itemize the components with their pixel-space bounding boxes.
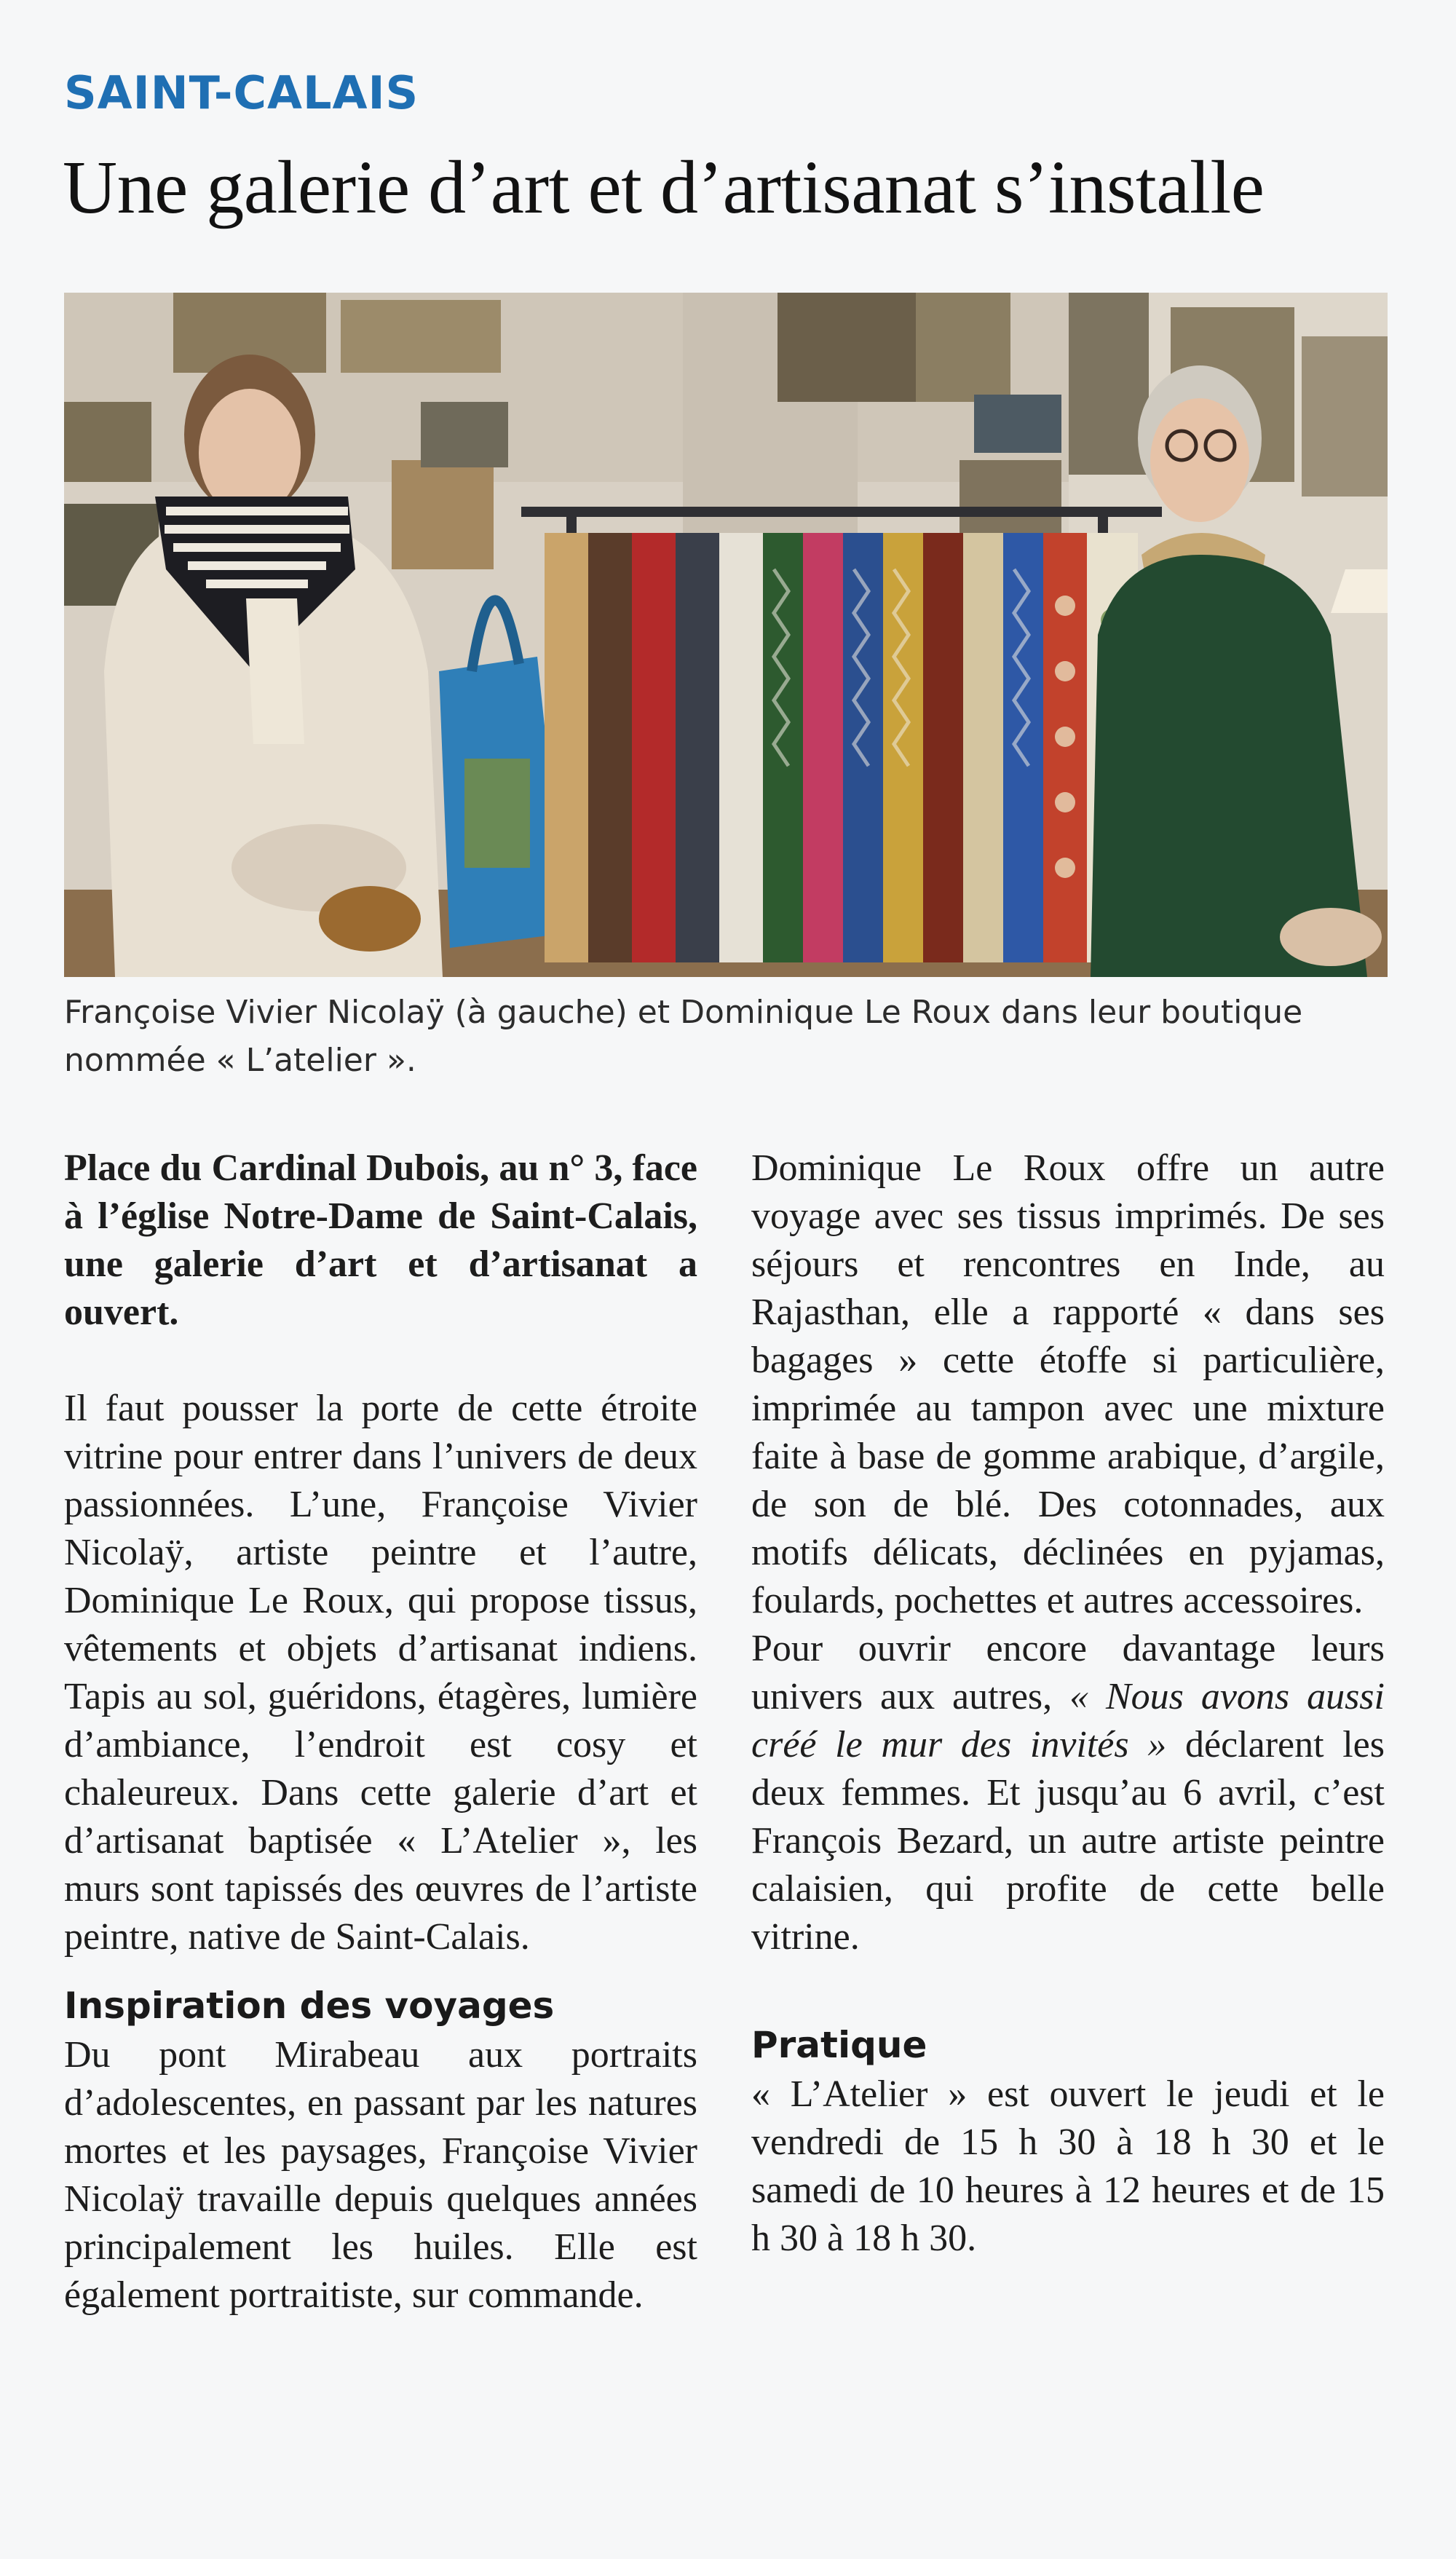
article-photo [64, 293, 1388, 977]
article-column-left [64, 1144, 697, 2319]
article-paragraph: Dominique Le Roux offre un autre voyage avec ses tissus imprimés. De ses séjours et rencontres en Inde, au Rajasthan, elle a rapporté « dans ses bagages » cette étoffe si particulière, imprimée au tampon avec une mixture faite à base de gomme arabique, d’argile, de son de blé. Des cotonnades, aux motifs délicats, déclinées en pyjamas, foulards, pochettes et autres accessoires. [751, 1147, 1385, 1621]
subhead-inspiration: Inspiration des voyages [64, 1985, 555, 2027]
article-paragraph-quote [751, 1625, 1385, 1961]
photo-caption: Françoise Vivier Nicolaÿ (à gauche) et Dominique Le Roux dans leur boutique nommée « L’atelier ». [64, 994, 1303, 1079]
article-lede: Place du Cardinal Dubois, au n° 3, face à l’église Notre-Dame de Saint-Calais, une galerie d’art et d’artisanat a ouvert. [64, 1147, 697, 1333]
quote-text: « Nous avons aussi créé le mur des invités » [751, 1676, 1385, 1765]
paragraph-gap [751, 1961, 1385, 2001]
quote-trail-text: déclarent les deux femmes. Et jusqu’au 6 avril, c’est François Bezard, un autre artiste peintre calaisien, qui profite de cette belle vitrine. [751, 1724, 1385, 1958]
article-paragraph: Du pont Mirabeau aux portraits d’adolescentes, en passant par les natures mortes et les paysages, Françoise Vivier Nicolaÿ travaille depuis quelques années principalement les huiles. Elle est également portraitiste, sur commande. [64, 2034, 697, 2316]
quote-lead-text: Pour ouvrir encore davantage leurs univers aux autres, [751, 1628, 1385, 1717]
subhead-pratique: Pratique [751, 2024, 927, 2066]
headline: Une galerie d’art et d’artisanat s’installe [63, 146, 1265, 229]
article-column-right [751, 1144, 1385, 2263]
section-label: SAINT-CALAIS [64, 66, 419, 119]
article-paragraph-hours: « L’Atelier » est ouvert le jeudi et le vendredi de 15 h 30 à 18 h 30 et le samedi de 10 heures à 12 heures et de 15 h 30 à 18 h 30. [751, 2073, 1385, 2259]
article-paragraph: Il faut pousser la porte de cette étroite vitrine pour entrer dans l’univers de deux passionnées. L’une, Françoise Vivier Nicolaÿ, artiste peintre et l’autre, Dominique Le Roux, qui propose tissus, vêtements et objets d’artisanat indiens. Tapis au sol, guéridons, étagères, lumière d’ambiance, l’endroit est cosy et chaleureux. Dans cette galerie d’art et d’artisanat baptisée « L’Atelier », les murs sont tapissés des œuvres de l’artiste peintre, native de Saint-Calais. [64, 1388, 697, 1958]
